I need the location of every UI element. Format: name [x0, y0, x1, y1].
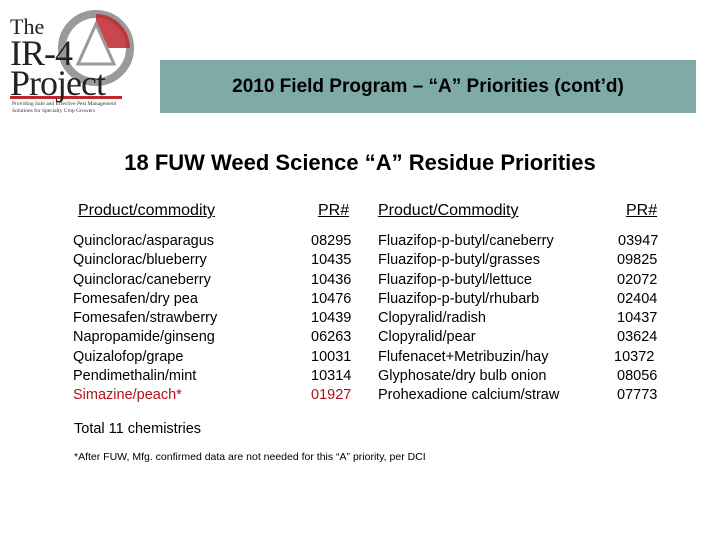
pr-number: 03624: [617, 329, 658, 346]
pr-number: 10435: [311, 252, 352, 269]
column-header-pr-right: PR#: [626, 202, 658, 219]
pr-number: 10436: [311, 271, 352, 288]
product-row: Clopyralid/pear: [378, 329, 476, 346]
product-row: Napropamide/ginseng: [73, 329, 215, 346]
pr-number: 06263: [311, 329, 352, 346]
pr-number: 08295: [311, 233, 352, 249]
pr-number: 10476: [311, 290, 352, 307]
pr-number: 10437: [617, 310, 658, 327]
product-row-highlighted: Simazine/peach*: [73, 387, 182, 404]
right-product-column: [378, 202, 559, 406]
logo-line-ir4: IR-4: [10, 33, 72, 73]
product-row: Flufenacet+Metribuzin/hay: [378, 348, 549, 365]
pr-number: 09825: [617, 252, 658, 269]
pr-number: 10314: [311, 368, 352, 385]
pr-number: 10372: [614, 348, 655, 365]
product-row: Quinclorac/blueberry: [73, 252, 207, 269]
column-header-product-left: Product/commodity: [78, 202, 215, 219]
product-row: Fomesafen/dry pea: [73, 290, 198, 307]
product-row: Pendimethalin/mint: [73, 368, 197, 385]
pr-number: 02072: [617, 271, 658, 288]
logo-line-the: The: [10, 14, 45, 39]
product-row: Fluazifop-p-butyl/caneberry: [378, 233, 554, 249]
product-row: Glyphosate/dry bulb onion: [378, 368, 547, 385]
ir4-logo: [4, 2, 138, 128]
product-row: Quizalofop/grape: [73, 348, 184, 365]
product-row: Quinclorac/caneberry: [73, 271, 211, 288]
title-banner: [160, 60, 696, 113]
product-row: Fluazifop-p-butyl/rhubarb: [378, 290, 540, 307]
section-subtitle: 18 FUW Weed Science “A” Residue Priorities: [124, 150, 596, 175]
pr-number: 08056: [617, 368, 658, 385]
logo-tagline: Providing Safe and Effective Pest Management Solutions for Specialty Crop Growers: [12, 101, 117, 114]
footnote: *After FUW, Mfg. confirmed data are not needed for this “A” priority, per DCI: [74, 451, 426, 463]
product-row: Fomesafen/strawberry: [73, 310, 218, 327]
product-row: Fluazifop-p-butyl/grasses: [378, 252, 540, 269]
left-product-column: [73, 202, 217, 406]
product-row: Fluazifop-p-butyl/lettuce: [378, 271, 532, 288]
column-header-product-right: Product/Commodity: [378, 202, 519, 219]
pr-number: 10031: [311, 348, 352, 365]
product-row: Quinclorac/asparagus: [73, 233, 215, 249]
page-title: 2010 Field Program – “A” Priorities (cont’d): [232, 75, 624, 97]
product-row: Clopyralid/radish: [378, 310, 486, 327]
left-pr-column: [311, 202, 351, 406]
column-header-pr-left: PR#: [318, 202, 350, 219]
total-chemistries: Total 11 chemistries: [74, 421, 202, 437]
logo-line-project: Project: [10, 63, 105, 103]
pr-number-highlighted: 01927: [311, 387, 352, 404]
right-pr-column: [614, 202, 658, 406]
pr-number: 02404: [617, 290, 658, 307]
product-row: Prohexadione calcium/straw: [378, 387, 560, 404]
pr-number: 03947: [618, 233, 659, 249]
pr-number: 10439: [311, 310, 352, 327]
pr-number: 07773: [617, 387, 658, 404]
